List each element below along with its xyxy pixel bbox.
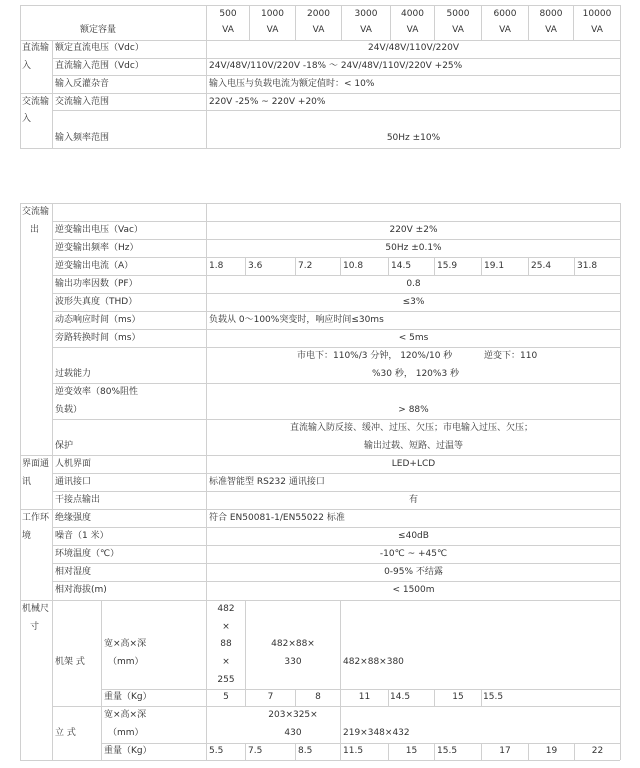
rack-dimension-c: 482×88×380 (343, 657, 404, 667)
capacity-unit: VA (312, 25, 325, 35)
tower-label: 立 式 (55, 728, 76, 738)
rack-dimension-b: 330 (284, 657, 302, 667)
capacity-unit: VA (499, 25, 511, 35)
ac-input-range-label: 交流输入范围 (55, 97, 110, 107)
protection-text-2: 输出过载、短路、过温等 (364, 441, 464, 451)
input-frequency-value: 50Hz ±10% (386, 133, 441, 143)
output-frequency-value: 50Hz ±0.1% (385, 243, 442, 253)
efficiency-label: 逆变效率（80%阻性 (55, 387, 139, 397)
power-factor-value: 0.8 (406, 279, 421, 289)
ac-output-category: 交流输 (22, 207, 50, 217)
efficiency-label: 负载） (55, 405, 83, 415)
thd-value: ≤3% (402, 297, 425, 307)
tower-weight-value: 22 (591, 746, 604, 756)
dc-input-category: 入 (22, 61, 32, 71)
insulation-value: 符合 EN50081-1/EN55022 标准 (209, 513, 345, 523)
rack-dimension-b: 482×88× (271, 639, 315, 649)
output-current-value: 15.9 (437, 261, 458, 271)
output-current-label: 逆变输出电流（A） (55, 261, 134, 271)
dry-contact-value: 有 (408, 495, 418, 505)
rack-weight-label: 重量（Kg） (104, 692, 152, 702)
output-current-value: 31.8 (577, 261, 598, 271)
humidity-value: 0-95% 不结露 (384, 567, 443, 577)
tower-weight-value: 17 (499, 746, 511, 756)
dc-rated-voltage-label: 额定直流电压（Vdc） (55, 43, 144, 53)
tower-weight-value: 11.5 (343, 746, 364, 756)
environment-category: 境 (22, 531, 32, 541)
protection-text-1: 直流输入防反接、缓冲、过压、欠压；市电输入过压、欠压； (290, 423, 534, 433)
rack-weight-value: 15.5 (483, 692, 504, 702)
capacity-8000: 8000 (539, 9, 563, 19)
noise-label: 噪音（1 米） (55, 531, 109, 541)
output-current-value: 1.8 (209, 261, 224, 271)
dc-input-range-value: 24V/48V/110V/220V -18% ～ 24V/48V/110V/220V +25% (209, 61, 463, 71)
dc-input-category: 直流输 (22, 43, 50, 53)
dry-contact-label: 干接点输出 (55, 495, 101, 505)
overload-inverter-text: 逆变下：110 (484, 351, 538, 361)
protection-label: 保护 (55, 441, 74, 451)
power-factor-label: 输出功率因数（PF） (55, 279, 138, 289)
efficiency-value: > 88% (398, 405, 429, 415)
comm-port-value: 标准智能型 RS232 通讯接口 (209, 477, 325, 487)
capacity-unit: VA (266, 25, 279, 35)
output-frequency-label: 逆变输出频率（Hz） (55, 243, 139, 253)
capacity-10000: 10000 (582, 9, 612, 19)
capacity-unit: VA (545, 25, 557, 35)
output-voltage-value: 220V ±2% (389, 225, 438, 235)
insulation-label: 绝缘强度 (55, 513, 92, 523)
tower-weight-value: 19 (545, 746, 558, 756)
tower-dimension-a: 430 (284, 728, 302, 738)
tower-weight-value: 5.5 (209, 746, 224, 756)
dc-input-range-label: 直流输入范围（Vdc） (55, 61, 144, 71)
dc-rated-voltage-value: 24V/48V/110V/220V (368, 43, 459, 53)
altitude-value: < 1500m (392, 585, 435, 595)
output-current-value: 25.4 (531, 261, 552, 271)
capacity-unit: VA (406, 25, 419, 35)
rack-dimension-a: 482 (217, 604, 235, 614)
rack-weight-value: 5 (223, 692, 229, 702)
capacity-unit: VA (452, 25, 464, 35)
capacity-4000: 4000 (401, 9, 424, 19)
input-ripple-value: 输入电压与负载电流为额定值时：< 10% (209, 79, 375, 89)
tower-dimension-label: 宽×高×深 (104, 710, 147, 720)
humidity-label: 相对湿度 (55, 567, 92, 577)
rack-weight-value: 8 (315, 692, 321, 702)
rack-dimension-a: × (222, 657, 230, 667)
tower-dimension-b: 219×348×432 (343, 728, 410, 738)
output-current-value: 19.1 (484, 261, 505, 271)
altitude-label: 相对海拔(m) (55, 585, 107, 595)
tower-weight-value: 15.5 (437, 746, 458, 756)
mechanical-category: 机械尺 (22, 604, 50, 614)
temperature-label: 环境温度（℃） (55, 549, 120, 559)
capacity-unit: VA (360, 25, 372, 35)
rack-dimension-unit: （mm） (108, 657, 144, 667)
rack-dimension-a: 88 (220, 639, 232, 649)
rack-weight-value: 14.5 (390, 692, 411, 702)
input-ripple-label: 输入反灌杂音 (55, 79, 110, 89)
capacity-3000: 3000 (354, 9, 378, 19)
output-current-value: 3.6 (248, 261, 263, 271)
thd-label: 波形失真度（THD） (55, 297, 138, 307)
capacity-5000: 5000 (446, 9, 470, 19)
bypass-transfer-value: < 5ms (398, 333, 429, 343)
hmi-value: LED+LCD (391, 459, 436, 469)
ac-input-range-value: 220V -25% ~ 220V +20% (209, 97, 326, 107)
temperature-value: -10℃ ~ +45℃ (379, 549, 448, 559)
capacity-500: 500 (219, 9, 237, 19)
output-current-value: 7.2 (298, 261, 313, 271)
mechanical-category: 寸 (30, 622, 40, 632)
rack-weight-value: 15 (452, 692, 464, 702)
overload-label: 过载能力 (55, 369, 92, 379)
tower-weight-value: 7.5 (248, 746, 263, 756)
hmi-label: 人机界面 (55, 459, 92, 469)
output-current-value: 14.5 (391, 261, 412, 271)
bypass-transfer-label: 旁路转换时间（ms） (55, 333, 141, 343)
capacity-unit: VA (222, 25, 234, 35)
interface-category: 讯 (22, 477, 32, 487)
rack-dimension-a: 255 (217, 675, 235, 685)
ac-input-category: 交流输 (22, 97, 50, 107)
overload-mains-text: 市电下：110%/3 分钟， 120%/10 秒 (297, 351, 453, 361)
ac-output-category: 出 (30, 225, 40, 235)
rack-weight-value: 7 (267, 692, 274, 702)
tower-dimension-unit: （mm） (108, 728, 144, 738)
capacity-2000: 2000 (307, 9, 330, 19)
tower-weight-label: 重量（Kg） (104, 746, 152, 756)
environment-category: 工作环 (22, 513, 50, 523)
output-current-value: 10.8 (343, 261, 364, 271)
output-voltage-label: 逆变输出电压（Vac） (55, 225, 143, 235)
noise-value: ≤40dB (398, 531, 429, 541)
rack-dimension-label: 宽×高×深 (104, 639, 147, 649)
ac-input-category: 入 (22, 114, 32, 124)
tower-weight-value: 8.5 (298, 746, 313, 756)
capacity-1000: 1000 (261, 9, 284, 19)
interface-category: 界面通 (22, 459, 50, 469)
capacity-unit: VA (591, 25, 603, 35)
dynamic-response-value: 负载从 0～100%突变时，响应时间≤30ms (209, 315, 384, 325)
input-frequency-label: 输入频率范围 (55, 133, 110, 143)
overload-time-text: %30 秒， 120%3 秒 (372, 369, 460, 379)
rated-capacity-header: 额定容量 (80, 25, 117, 35)
rack-mount-label: 机架 式 (55, 657, 85, 667)
tower-dimension-a: 203×325× (268, 710, 318, 720)
dynamic-response-label: 动态响应时间（ms） (55, 315, 141, 325)
comm-port-label: 通讯接口 (55, 477, 92, 487)
capacity-6000: 6000 (493, 9, 517, 19)
rack-weight-value: 11 (358, 692, 371, 702)
rack-dimension-a: × (222, 622, 230, 632)
tower-weight-value: 15 (405, 746, 418, 756)
